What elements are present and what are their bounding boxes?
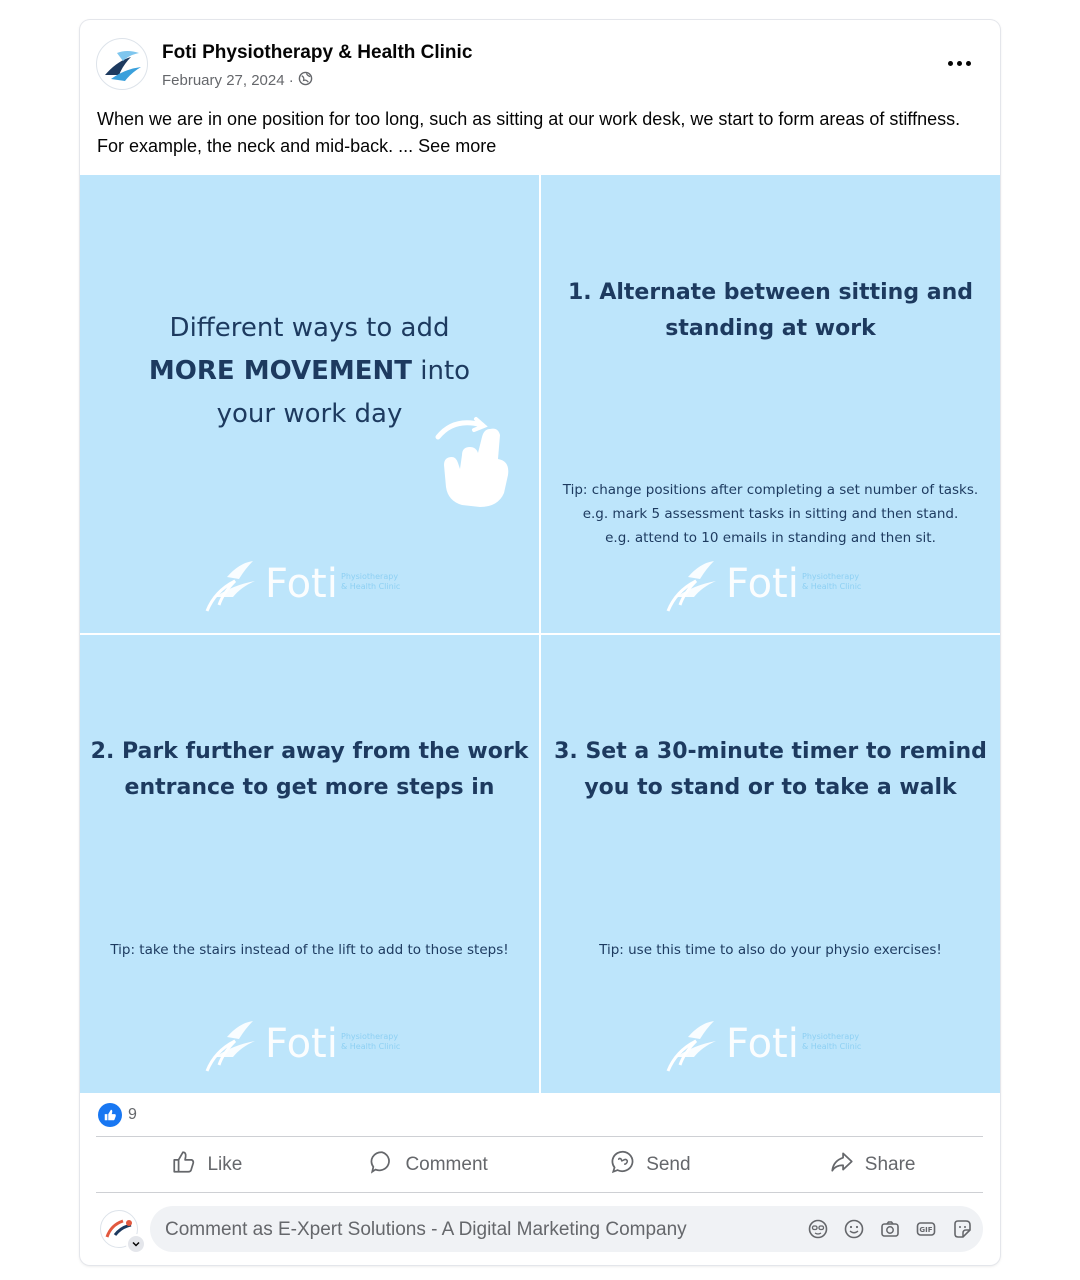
title-line-1: 2. Park further away from the work [90,739,529,764]
tile-title [80,734,539,806]
avatar-sticker-icon[interactable] [807,1218,829,1240]
dot [948,61,953,66]
logo-sub-1: Physiotherapy [341,1032,399,1041]
share-label: Share [864,1154,916,1175]
photo-tile-1[interactable] [80,175,539,633]
foti-logo [664,1015,884,1075]
post-card [80,20,1000,1265]
divider [96,1192,983,1193]
photo-grid [80,175,1000,1093]
hand-tap-icon [432,415,512,515]
logo-word: Foti [265,561,338,607]
logo-sub-2: & Health Clinic [341,582,401,591]
dot [957,61,962,66]
intro-line-2 [80,350,539,393]
chevron-down-icon[interactable] [126,1234,146,1254]
tile-title [541,734,1000,806]
post-date[interactable]: February 27, 2024 · [162,72,294,89]
comment-bubble-icon [369,1149,395,1181]
intro-line-3: your work day [216,399,403,429]
camera-icon[interactable] [879,1218,901,1240]
title-line-2: standing at work [665,316,876,341]
dot [966,61,971,66]
gif-icon[interactable] [915,1218,937,1240]
reaction-count: 9 [128,1106,137,1123]
post-header [80,20,1000,110]
tile-tip [80,938,539,962]
tip-line-1: Tip: take the stairs instead of the lift to add to those steps! [110,942,509,958]
tip-line-3: e.g. attend to 10 emails in standing and then sit. [605,530,936,546]
intro-bold: MORE MOVEMENT [148,356,413,386]
logo-sub-2: & Health Clinic [802,1042,862,1051]
intro-line-2-rest: into [412,356,471,386]
title-line-1: 3. Set a 30-minute timer to remind [554,739,987,764]
emoji-icon[interactable] [843,1218,865,1240]
globe-icon [298,71,313,90]
tile-tip [541,938,1000,962]
share-button[interactable] [761,1138,983,1192]
intro-line-1: Different ways to add [169,313,450,343]
foti-logo [203,1015,423,1075]
logo-word: Foti [726,1021,799,1067]
action-bar [96,1138,983,1192]
page-name[interactable]: Foti Physiotherapy & Health Clinic [162,42,473,63]
title-line-2: you to stand or to take a walk [584,775,957,800]
comment-button[interactable] [318,1138,540,1192]
title-line-2: entrance to get more steps in [124,775,495,800]
logo-subtitle [802,1032,861,1052]
logo-sub-2: & Health Clinic [341,1042,401,1051]
tile-title [541,275,1000,347]
share-arrow-icon [829,1149,855,1181]
comment-composer [96,1204,983,1254]
post-body: When we are in one position for too long, such as sitting at our work desk, we start to form areas of stiffness. For example, the neck and mid-back. ... [97,109,961,156]
logo-sub-1: Physiotherapy [802,572,860,581]
tip-line-1: Tip: use this time to also do your physio exercises! [599,942,942,958]
logo-subtitle [341,1032,400,1052]
tip-line-1: Tip: change positions after completing a set number of tasks. [562,482,979,498]
logo-word: Foti [726,561,799,607]
logo-subtitle [341,572,400,592]
send-label: Send [646,1154,691,1175]
sticker-icon[interactable] [951,1218,973,1240]
like-button[interactable] [96,1138,318,1192]
page-avatar[interactable] [96,38,148,90]
logo-word: Foti [265,1021,338,1067]
thumbs-up-icon [171,1149,197,1181]
like-reaction-icon [98,1103,122,1127]
logo-sub-1: Physiotherapy [802,1032,860,1041]
divider [96,1136,983,1137]
svg-text:GIF: GIF [919,1226,933,1234]
post-meta [162,71,313,90]
title-line-1: 1. Alternate between sitting and [568,280,973,305]
photo-tile-3[interactable] [80,635,539,1093]
reaction-summary[interactable] [98,1100,137,1130]
more-options-button[interactable] [944,54,974,72]
tile-tip [541,478,1000,550]
like-label: Like [207,1154,243,1175]
see-more-link[interactable]: See more [418,136,497,156]
messenger-icon [610,1149,636,1181]
comment-input[interactable] [150,1206,983,1252]
photo-tile-2[interactable] [541,175,1000,633]
comment-label: Comment [405,1154,488,1175]
foti-logo [203,555,423,615]
logo-sub-1: Physiotherapy [341,572,399,581]
foti-logo [664,555,884,615]
comment-placeholder: Comment as E-Xpert Solutions - A Digital Marketing Company [165,1219,687,1240]
tip-line-2: e.g. mark 5 assessment tasks in sitting and then stand. [582,506,959,522]
post-text [97,106,977,160]
logo-sub-2: & Health Clinic [802,582,862,591]
logo-subtitle [802,572,861,592]
photo-tile-4[interactable] [541,635,1000,1093]
composer-icons [807,1218,973,1240]
send-button[interactable] [540,1138,762,1192]
